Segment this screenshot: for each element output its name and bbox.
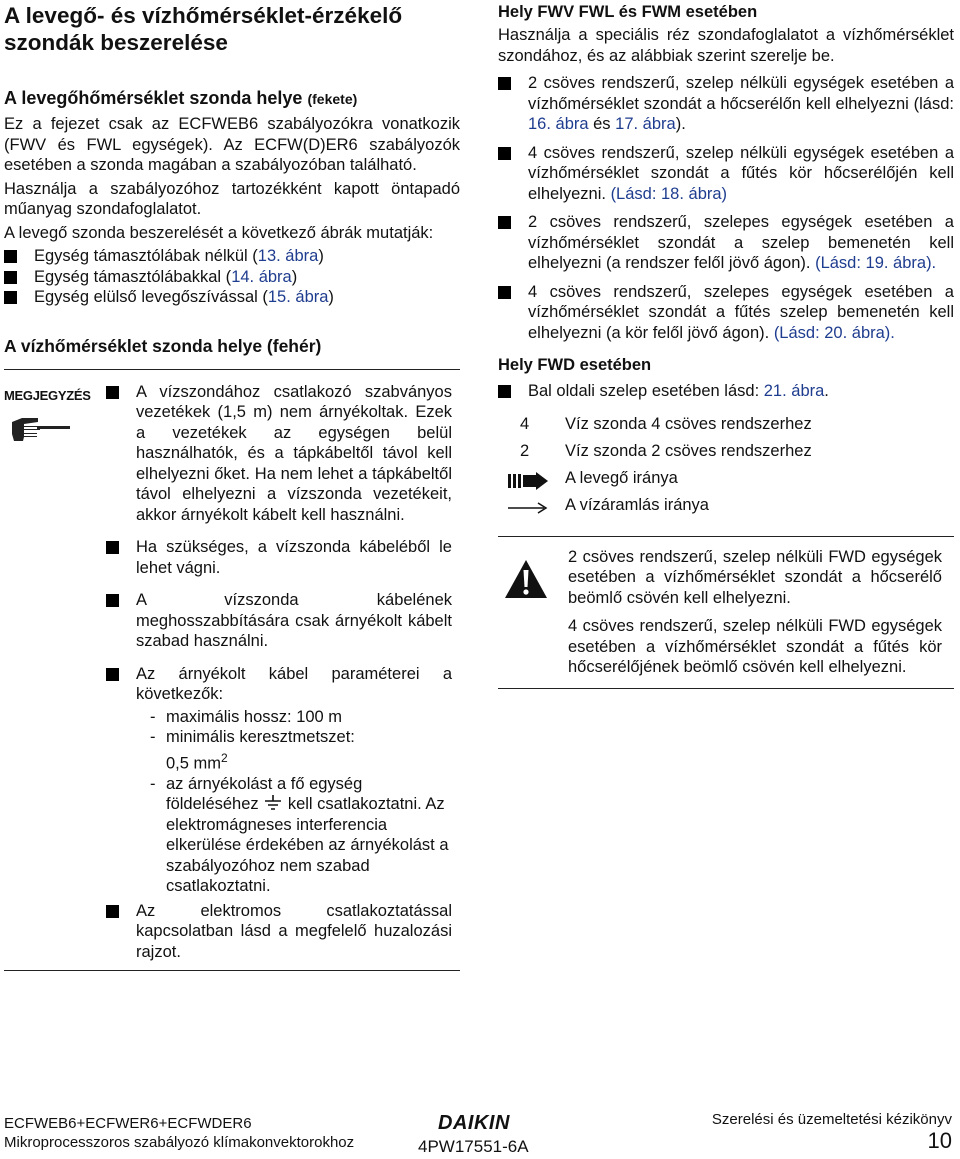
figure-link[interactable]: (Lásd: 20. ábra). [773, 323, 895, 342]
air-probe-heading-text: A levegőhőmérséklet szonda helye [4, 88, 303, 108]
note-item: A vízszonda kábelének meghosszabbítására csak árnyékolt kábelt szabad használni. [106, 590, 452, 652]
bullet-square-icon [106, 668, 119, 681]
list-item: Egység támasztólábakkal (14. ábra) [4, 267, 460, 288]
note-item: Az elektromos csatlakoztatással kapcsolatban lásd a megfelelő huzalozási rajzot. [106, 901, 452, 963]
figure-link[interactable]: 13. ábra [257, 247, 319, 265]
legend-row: A vízáramlás iránya [498, 493, 954, 520]
legend [498, 412, 954, 520]
air-paragraph-2: Használja a szabályozóhoz tartozékként kapott öntapadó műanyag szondafoglalatot. [4, 179, 460, 218]
warning-block [498, 536, 954, 689]
ground-icon [263, 795, 283, 811]
note-item: Az árnyékolt kábel paraméterei a következők: - maximális hossz: 100 m - minimális keresztmetszet: 0,5 $mm^2$ - az árnyékolást a fő egység földeléséhez kell csatlakoztatni. Az elektromágneses interferencia elkerülése érdekében az árnyékolást a szabályozóhoz nem szabad csatlakoztatni. [106, 664, 452, 897]
right-column [498, 0, 954, 689]
note-label: MEGJEGYZÉS [4, 387, 91, 403]
list-item: 2 csöves rendszerű, szelep nélküli egységek esetében a vízhőmérséklet szondát a hőcserélőn kell elhelyezni (lásd: 16. ábra és 17. ábra). [498, 73, 954, 135]
air-paragraph-3: A levegő szonda beszerelését a következő ábrák mutatják: [4, 223, 434, 242]
legend-row: 4 Víz szonda 4 csöves rendszerhez [520, 414, 812, 433]
air-paragraph-1: Ez a fejezet csak az ECFWEB6 szabályozókra vonatkozik (FWV és FWL egységek). Az ECFW(D)ER6 szabályozók esetében a szonda magában a szabályozóban található. [4, 115, 460, 174]
daikin-logo [437, 1112, 533, 1132]
figure-link[interactable]: 14. ábra [231, 267, 292, 286]
legend-row: A levegő iránya [498, 466, 954, 493]
bullet-square-icon [498, 147, 511, 160]
legend-key: 4 [520, 414, 530, 433]
air-arrow-icon [508, 472, 550, 490]
section-divider [4, 970, 460, 971]
figure-link[interactable]: 16. ábra [528, 115, 589, 133]
bullet-square-icon [498, 216, 511, 229]
param-min-section: - minimális keresztmetszet: 0,5 $mm^2$ [150, 728, 355, 772]
legend-key: 2 [520, 441, 530, 460]
note-block [4, 382, 460, 963]
warning-triangle-icon [504, 559, 548, 599]
param-shielding: - az árnyékolást a fő egység földeléséhez kell csatlakoztatni. Az elektromágneses interferencia elkerülése érdekében az árnyékolást a szabályozóhoz nem szabad csatlakoztatni. [150, 774, 449, 895]
fwv-paragraph: Használja a speciális réz szondafoglalatot a vízhőmérséklet szondához, és az alábbiak szerint szerelje be. [498, 26, 954, 65]
footer-manual: Szerelési és üzemeltetési kézikönyv [711, 1111, 952, 1128]
footer-subtitle: Mikroprocesszoros szabályozó klímakonvektorokhoz [4, 1134, 355, 1151]
bullet-square-icon [498, 77, 511, 90]
bullet-square-icon [106, 541, 119, 554]
figure-link[interactable]: 17. ábra [615, 115, 676, 133]
list-item: Egység elülső levegőszívással (15. ábra) [4, 287, 460, 308]
warning-paragraph-2: 4 csöves rendszerű, szelep nélküli FWD egységek esetében a vízhőmérséklet szondát a fűtés kör hőcserélőjének beömlő csövén kell elhelyezni. [568, 617, 942, 676]
list-item: Egység támasztólábak nélkül (13. ábra) [4, 246, 460, 267]
bullet-square-icon [106, 905, 119, 918]
bullet-square-icon [4, 250, 17, 263]
bullet-square-icon [106, 594, 119, 607]
bullet-square-icon [498, 286, 511, 299]
param-max-length: - maximális hossz: 100 m [150, 707, 343, 726]
fwv-heading: Hely FWV FWL és FWM esetében [498, 3, 758, 21]
warning-paragraph-1: 2 csöves rendszerű, szelep nélküli FWD egységek esetében a vízhőmérséklet szondát a hőcserélő beömlő csövén kell elhelyezni. [568, 547, 942, 607]
fwd-heading: Hely FWD esetében [498, 356, 652, 374]
bullet-square-icon [498, 385, 511, 398]
figure-link[interactable]: (Lásd: 19. ábra). [815, 254, 937, 272]
figure-link[interactable]: 21. ábra [763, 382, 825, 400]
document-code: 4PW17551-6A [418, 1137, 529, 1156]
left-column [4, 0, 460, 971]
bullet-square-icon [4, 291, 17, 304]
pointing-hand-icon [10, 414, 72, 444]
list-item: 4 csöves rendszerű, szelepes egységek esetében a vízhőmérséklet szondát a fűtés szelep bemenetén kell elhelyezni (a kör felől jövő ágon). (Lásd: 20. ábra). [498, 282, 954, 344]
page-title: A levegő- és vízhőmérséklet-érzékelő szondák beszerelése [4, 3, 403, 55]
note-item: A vízszondához csatlakozó szabványos vezetékek (1,5 m) nem árnyékoltak. Ezek a vezetékek az egységen belül használhatók, és a tápkábeltől távol kell elhelyezni őket. Ha nem lehet a tápkábeltől távol elhelyezni a vízszonda vezetékeit, akkor árnyékolt kábelt kell használni. [106, 382, 452, 526]
page-number: 10 [927, 1128, 952, 1153]
footer-models: ECFWEB6+ECFWER6+ECFWDER6 [4, 1115, 252, 1132]
figure-link[interactable]: (Lásd: 18. ábra) [610, 184, 728, 203]
list-item: 4 csöves rendszerű, szelep nélküli egységek esetében a vízhőmérséklet szondát a fűtés kör hőcserélőjén kell elhelyezni. (Lásd: 18. ábra) [498, 143, 954, 205]
water-arrow-icon [508, 499, 550, 517]
water-probe-heading: A vízhőmérséklet szonda helye (fehér) [4, 336, 460, 370]
list-item: Bal oldali szelep esetében lásd: 21. ábra. [498, 381, 954, 402]
bullet-square-icon [4, 271, 17, 284]
air-probe-heading [4, 87, 460, 110]
legend-row: 2 Víz szonda 2 csöves rendszerhez [520, 441, 812, 460]
figure-link[interactable]: 15. ábra [267, 288, 329, 306]
note-item: Ha szükséges, a vízszonda kábeléből le lehet vágni. [106, 537, 452, 578]
list-item: 2 csöves rendszerű, szelepes egységek esetében a vízhőmérséklet szondát a szelep bemenetén kell elhelyezni (a rendszer felől jövő ágon). (Lásd: 19. ábra). [498, 212, 954, 274]
bullet-square-icon [106, 386, 119, 399]
daikin-logo-text: DAIKIN [438, 1112, 510, 1132]
air-probe-heading-tag: (fekete) [307, 91, 358, 107]
